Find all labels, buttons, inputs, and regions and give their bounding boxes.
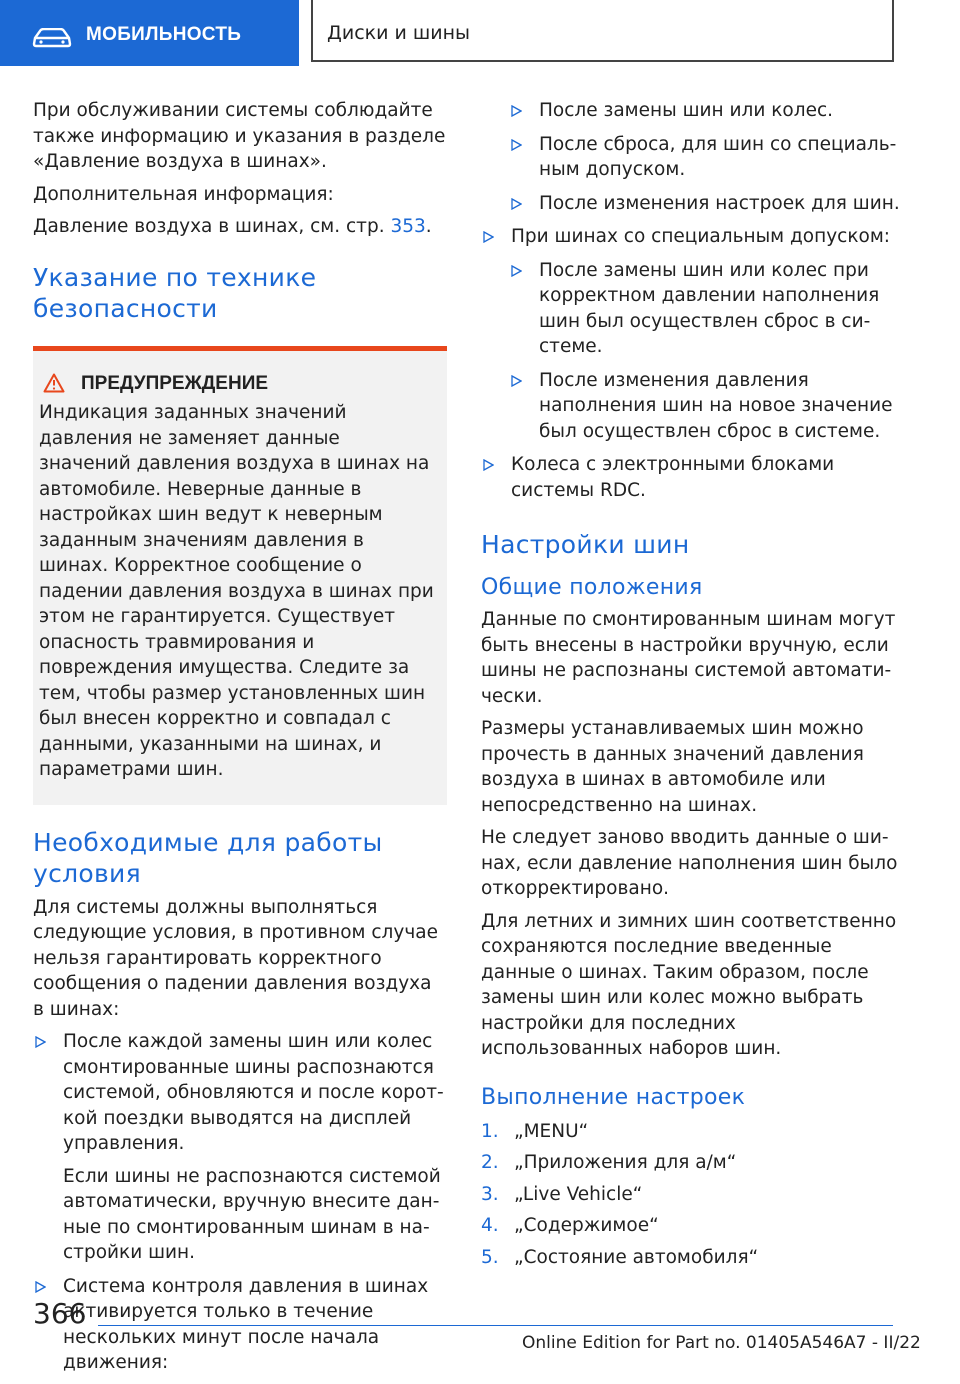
step-item [481, 1182, 901, 1208]
right-column [481, 98, 901, 1276]
footer-divider [98, 1325, 893, 1326]
reference-end: . [425, 216, 432, 237]
list-item-continuation: Если шины не распознаются системой автоматически, вручную внесите данные по смонтированным шинам в настройки шин. [63, 1165, 441, 1263]
warning-triangle-icon [43, 373, 65, 393]
paragraph: Не следует заново вводить данные о шинах, если давление наполнения шин было откорректировано. [481, 827, 898, 899]
bullet-triangle-icon [483, 231, 494, 243]
bullet-triangle-icon [511, 105, 522, 117]
heading-general: Общие положения [481, 575, 703, 600]
bullet-triangle-icon [35, 1036, 46, 1048]
list-item-text: После изменения настроек для шин. [539, 192, 900, 214]
list-item [481, 224, 901, 250]
step-number: 1. [481, 1120, 499, 1142]
list-item [481, 258, 901, 360]
list-item-text: Система контроля давления в шинах активируется только в течение нескольких минут после начала движения: [63, 1275, 429, 1373]
list-item-text: После изменения давления наполнения шин на новое значение был осуществлен сброс в системе. [539, 369, 893, 442]
list-item-text: После сброса, для шин со специальным допуском. [539, 133, 897, 180]
paragraph: Дополнительная информация: [33, 183, 334, 205]
step-item [481, 1213, 901, 1239]
car-icon [32, 28, 72, 48]
breadcrumb[interactable] [311, 0, 894, 62]
step-text: „Содержимое“ [514, 1215, 659, 1236]
step-text: „MENU“ [514, 1120, 589, 1142]
step-item [481, 1245, 901, 1271]
paragraph: При обслуживании системы соблюдайте также информацию и указания в разделе «Давление воздуха в шинах». [33, 100, 446, 172]
list-item [481, 368, 901, 445]
reference-paragraph [33, 214, 447, 240]
step-number: 5. [481, 1246, 499, 1268]
page-number: 366 [33, 1297, 87, 1330]
left-column [33, 98, 447, 1384]
page-link[interactable]: 353 [390, 216, 426, 237]
bullet-triangle-icon [511, 375, 522, 387]
activation-list [481, 98, 901, 503]
list-item [481, 191, 901, 217]
bullet-triangle-icon [483, 459, 494, 471]
warning-title-text: ПРЕДУПРЕЖДЕНИЕ [81, 372, 269, 394]
list-item [33, 1029, 447, 1266]
list-item [481, 132, 901, 183]
breadcrumb-label: Диски и шины [327, 22, 471, 44]
list-item-text: Колеса с электронными блоками системы RDC. [511, 454, 835, 501]
page-header [0, 0, 960, 66]
paragraph: Данные по смонтированным шинам могут быть внесены в настройки вручную, если шины не распознаны системой автоматически. [481, 609, 896, 707]
bullet-triangle-icon [35, 1281, 46, 1293]
steps-list [481, 1119, 901, 1271]
paragraph: Для системы должны выполняться следующие условия, в противном случае нельзя гарантировать корректного сообщения о падении давления воздуха в шинах: [33, 896, 438, 1020]
warning-text: Индикация заданных значений давления не заменяет данные значений давления воздуха в шинах на автомобиле. Неверные данные в настройках шин ведут к неверным заданным значениям давления в шинах. Корректное сообщение о падении давления воздуха в шинах при этом не гарантируется. Существует опасность травмирования и повреждения имущества. Следите за тем, чтобы размер установленных шин был внесен корректно и совпадал с данными, указанными на шинах, и параметрами шин. [39, 402, 434, 780]
bullet-triangle-icon [511, 198, 522, 210]
step-text: „Live Vehicle“ [514, 1183, 643, 1205]
list-item-text: При шинах со специальным допуском: [511, 226, 891, 247]
list-item-text: После каждой замены шин или колес смонтированные шины распознаются системой, обновляются и после короткой поездки выводятся на дисплей управления. [63, 1031, 444, 1154]
step-number: 4. [481, 1215, 499, 1236]
paragraph: Для летних и зимних шин соответственно сохраняются последние введенные данные о шинах. Таким образом, после замены шин или колес можно выбрать настройки для последних использованных наборов шин. [481, 910, 897, 1059]
heading-safety: Указание по технике безопасности [33, 262, 317, 323]
heading-tire-settings: Настройки шин [481, 530, 690, 559]
list-item-text: После замены шин или колес. [539, 100, 834, 121]
list-item [481, 98, 901, 124]
warning-box [33, 346, 447, 805]
section-tab[interactable] [0, 0, 299, 66]
step-number: 3. [481, 1183, 499, 1205]
step-item [481, 1119, 901, 1145]
heading-conditions: Необходимые для работы условия [33, 827, 383, 888]
list-item-text: После замены шин или колес при корректном давлении наполнения шин был осуществлен сброс в системе. [539, 259, 880, 357]
conditions-list [33, 1029, 447, 1376]
bullet-triangle-icon [511, 139, 522, 151]
heading-perform-settings: Выполнение настроек [481, 1084, 746, 1110]
warning-title [39, 371, 435, 397]
section-label: МОБИЛЬНОСТЬ [86, 24, 242, 45]
reference-text: Давление воздуха в шинах, см. стр. [33, 216, 391, 237]
step-text: „Состояние автомобиля“ [514, 1246, 759, 1268]
step-text: „Приложения для а/м“ [514, 1152, 737, 1173]
paragraph: Размеры устанавливаемых шин можно прочесть в данных значений давления воздуха в шинах в автомобиле или непосредственно на шинах. [481, 718, 864, 816]
step-number: 2. [481, 1152, 499, 1173]
step-item [481, 1150, 901, 1176]
footer-edition: Online Edition for Part no. 01405A546A7 - II/22 [522, 1333, 921, 1353]
bullet-triangle-icon [511, 265, 522, 277]
list-item [481, 452, 901, 503]
